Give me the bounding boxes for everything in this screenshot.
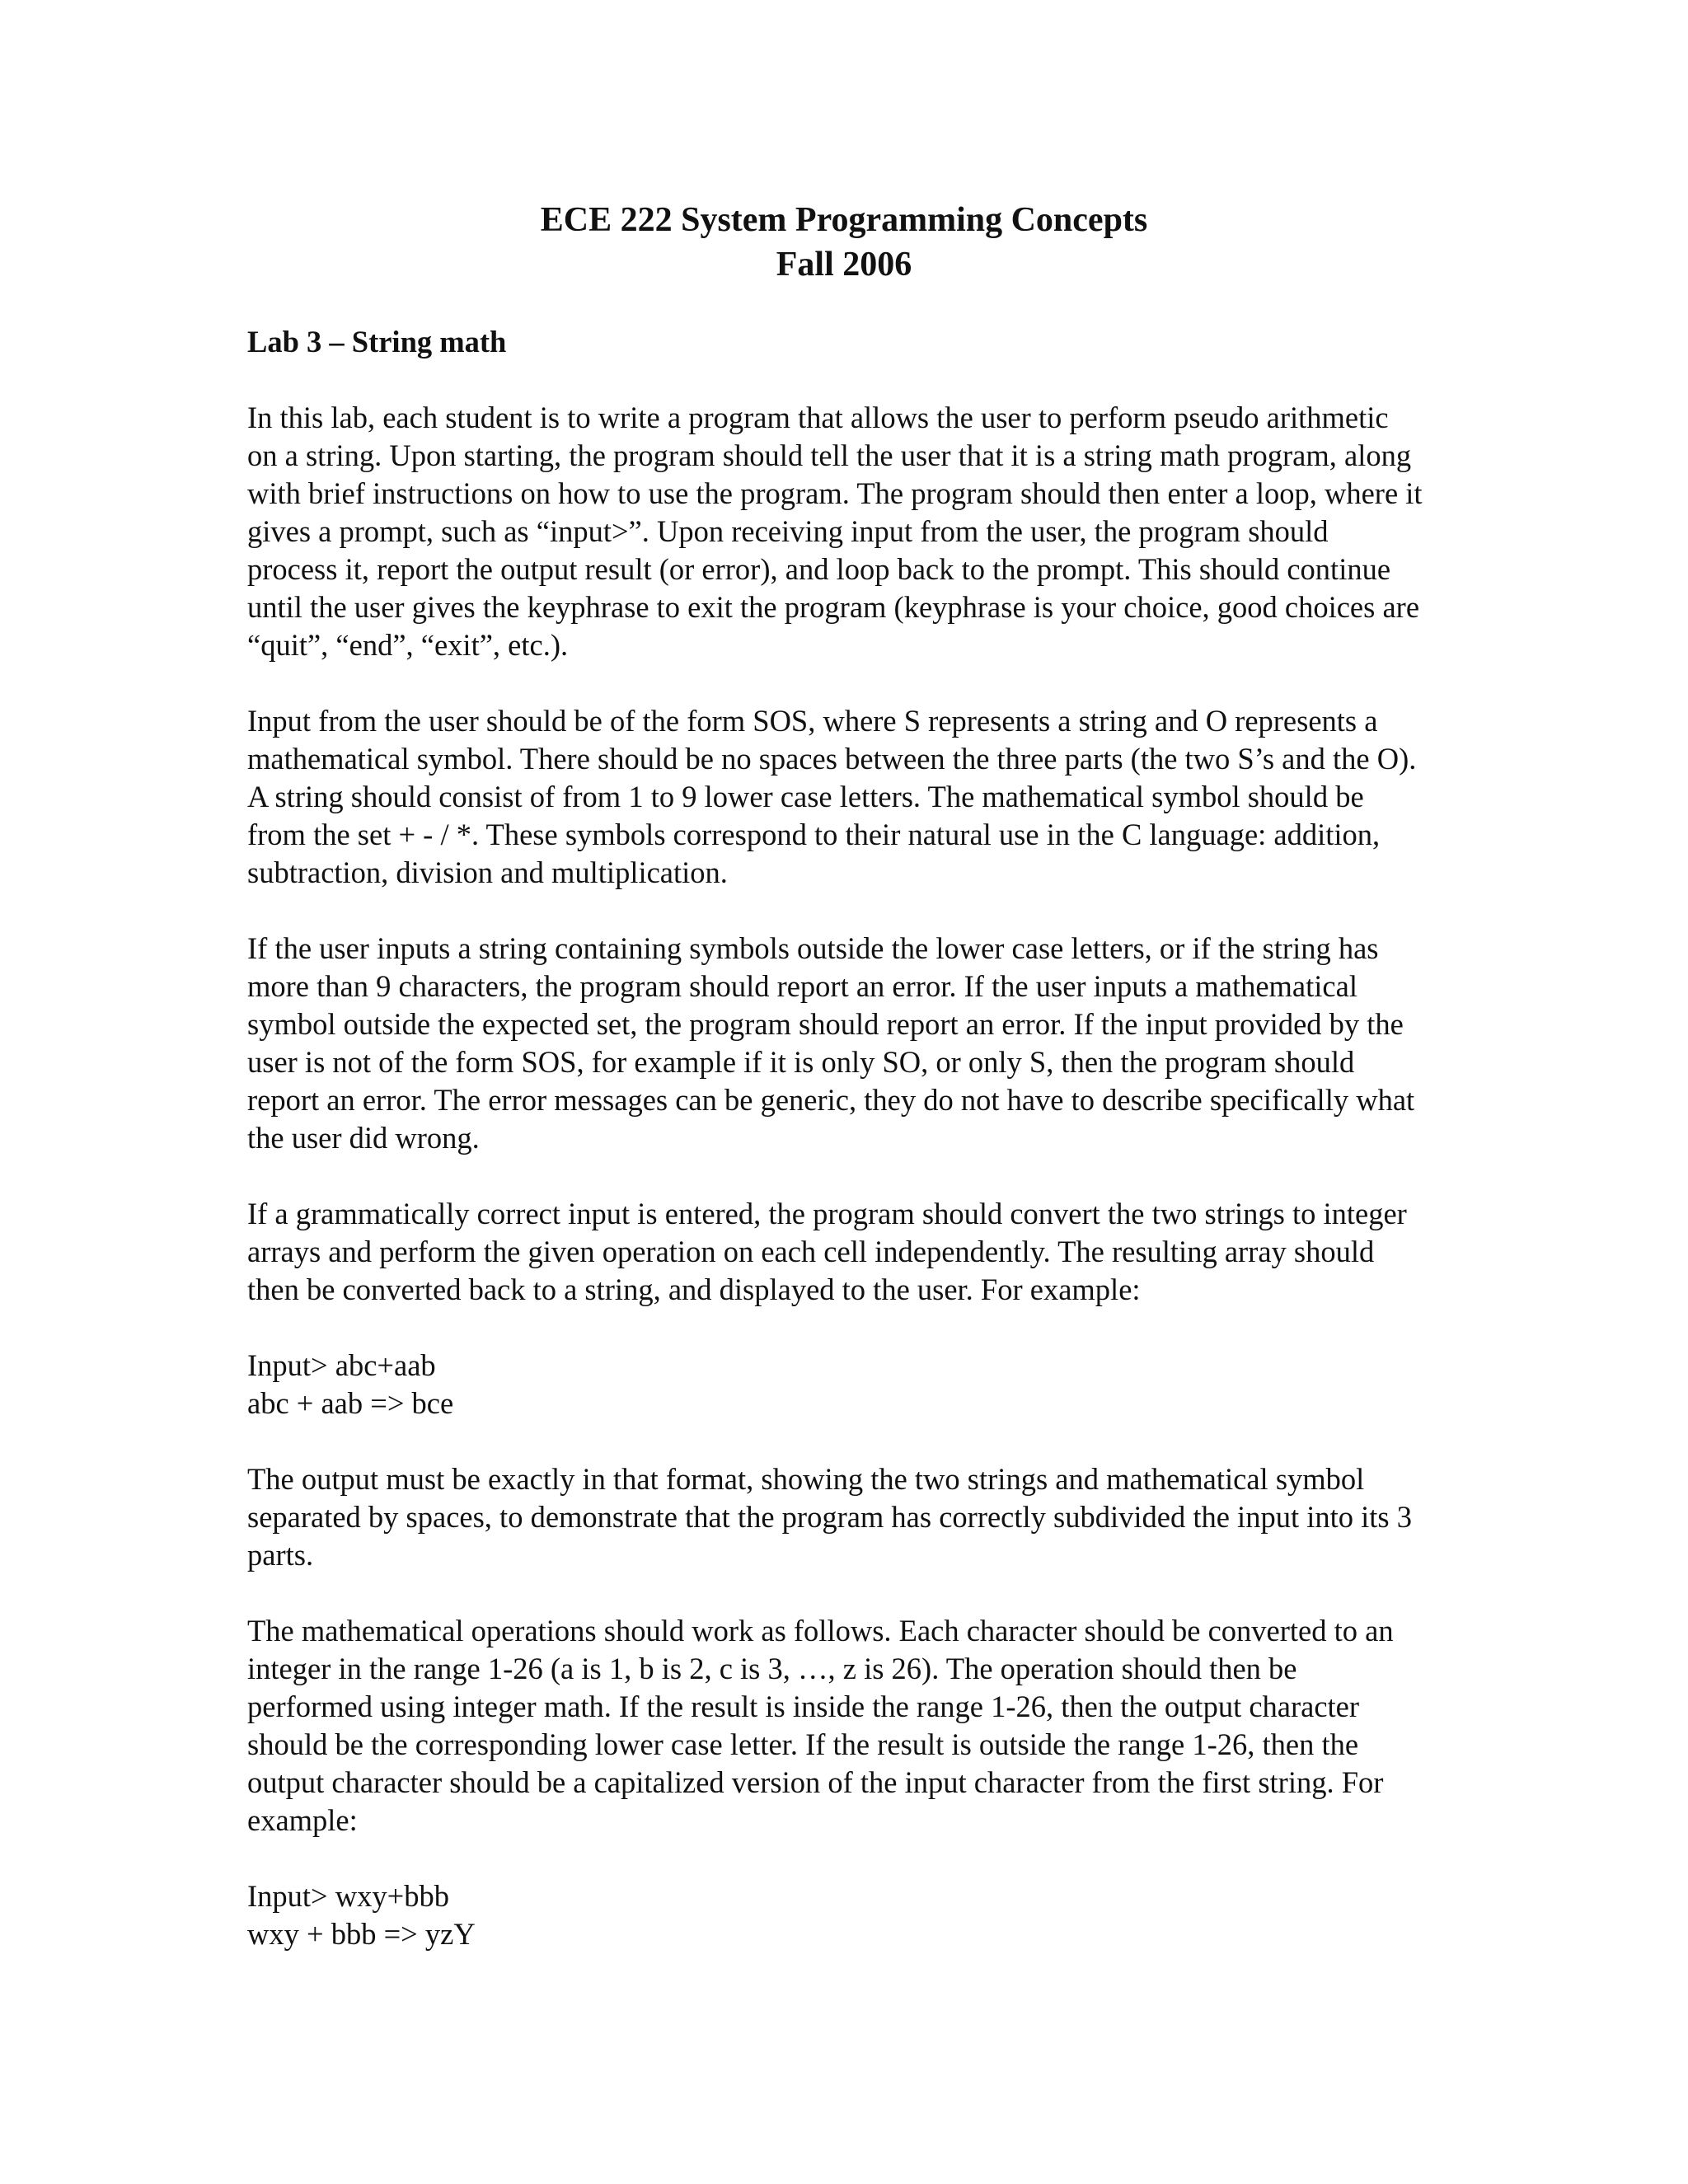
document-title (0, 198, 1688, 287)
paragraph-conversion: If a grammatically correct input is entered, the program should convert the two strings to integer arrays and perform the given operation on each cell independently. The resulting array should then be converted back to a string, and displayed to the user. For example: (247, 1197, 1407, 1306)
paragraph-intro: In this lab, each student is to write a program that allows the user to perform pseudo arithmetic on a string. Upon starting, the program should tell the user that it is a string math program, along with brief instructions on how to use the program. The program should then enter a loop, where it gives a prompt, such as “input>”. Upon receiving input from the user, the program should process it, report the output result (or error), and loop back to the prompt. This should continue until the user gives the keyphrase to exit the program (keyphrase is your choice, good choices are “quit”, “end”, “exit”, etc.). (247, 401, 1423, 662)
semester-title: Fall 2006 (776, 246, 912, 284)
course-title: ECE 222 System Programming Concepts (540, 201, 1148, 239)
lab-heading: Lab 3 – String math (247, 325, 507, 359)
example-1-input: Input> abc+aab (247, 1348, 436, 1382)
example-block-1 (247, 1347, 1426, 1422)
paragraph-errors: If the user inputs a string containing symbols outside the lower case letters, or if the string has more than 9 characters, the program should report an error. If the user inputs a mathematical symbol outside the expected set, the program should report an error. If the input provided by the user is not of the form SOS, for example if it is only SO, or only S, then the program should report an error. The error messages can be generic, they do not have to describe specifically what the user did wrong. (247, 931, 1415, 1155)
document-body (247, 323, 1426, 1991)
paragraph-output-format: The output must be exactly in that format, showing the two strings and mathematical symbol separated by spaces, to demonstrate that the program has correctly subdivided the input into its 3 parts. (247, 1462, 1412, 1572)
example-1-output: abc + aab => bce (247, 1386, 454, 1420)
example-2-input: Input> wxy+bbb (247, 1879, 449, 1913)
paragraph-input-format: Input from the user should be of the form SOS, where S represents a string and O represents a mathematical symbol. There should be no spaces between the three parts (the two S’s and the O). A string should consist of from 1 to 9 lower case letters. The mathematical symbol should be from the set + - / *. These symbols correspond to their natural use in the C language: addition, subtraction, division and multiplication. (247, 704, 1417, 889)
example-block-2 (247, 1877, 1426, 1953)
paragraph-operations: The mathematical operations should work as follows. Each character should be converted to an integer in the range 1-26 (a is 1, b is 2, c is 3, …, z is 26). The operation should then be performed using integer math. If the result is inside the range 1-26, then the output character should be the corresponding lower case letter. If the result is outside the range 1-26, then the output character should be a capitalized version of the input character from the first string. For example: (247, 1614, 1394, 1837)
example-2-output: wxy + bbb => yzY (247, 1917, 476, 1951)
